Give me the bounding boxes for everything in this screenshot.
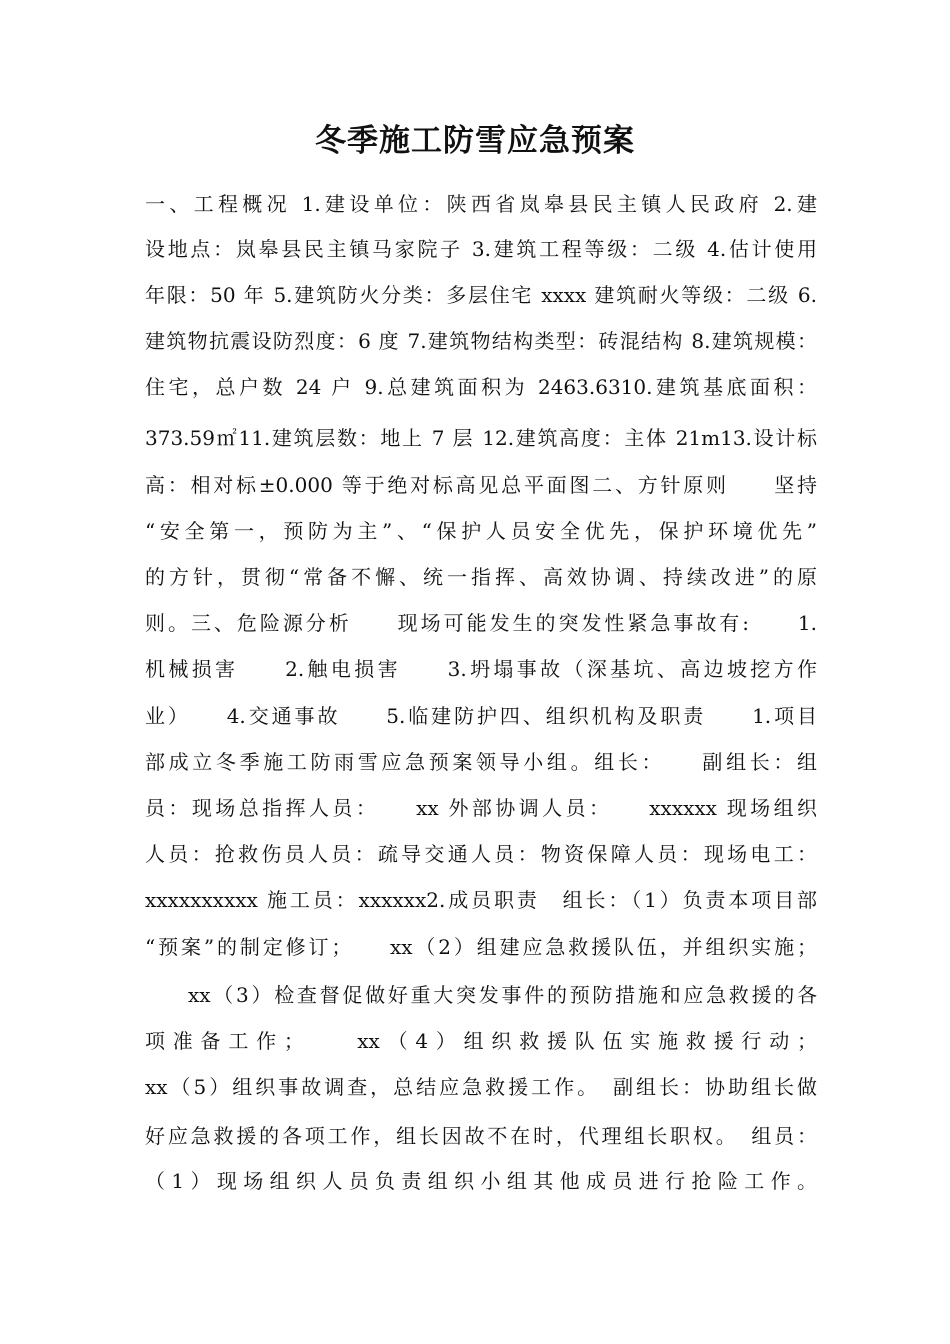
body-line: 项准备工作； xx（4）组织救援队伍实施救援行动； [145, 1029, 817, 1053]
body-line: 则。三、危险源分析 现场可能发生的突发性紧急事故有: 1. [145, 611, 817, 635]
body-line: 员：现场总指挥人员： xx 外部协调人员： xxxxxx 现场组织 [145, 796, 817, 820]
body-line: 373.59㎡11.建筑层数：地上 7 层 12.建筑高度：主体 21m13.设计标 [145, 426, 817, 450]
body-line: xxxxxxxxxx 施工员：xxxxxx2.成员职责 组长：（1）负责本项目部 [145, 888, 817, 912]
body-line: “安全第一，预防为主”、“保护人员安全优先，保护环境优先” [145, 519, 817, 543]
document-title: 冬季施工防雪应急预案 [315, 123, 635, 159]
body-line: 一、工程概况 1.建设单位：陕西省岚皋县民主镇人民政府 2.建 [145, 192, 817, 216]
body-line: 业） 4.交通事故 5.临建防护四、组织机构及职责 1.项目 [145, 704, 817, 728]
body-line: 人员：抢救伤员人员：疏导交通人员：物资保障人员：现场电工： [145, 842, 817, 866]
body-line: 的方针，贯彻“常备不懈、统一指挥、高效协调、持续改进”的原 [145, 565, 817, 589]
body-line: xx（3）检查督促做好重大突发事件的预防措施和应急救援的各 [188, 983, 817, 1007]
body-line: 设地点：岚皋县民主镇马家院子 3.建筑工程等级：二级 4.估计使用 [145, 237, 817, 261]
body-line: 部成立冬季施工防雨雪应急预案领导小组。组长： 副组长：组 [145, 750, 817, 774]
body-line: 建筑物抗震设防烈度：6 度 7.建筑物结构类型：砖混结构 8.建筑规模： [145, 329, 817, 353]
body-line: 好应急救援的各项工作，组长因故不在时，代理组长职权。 组员： [145, 1124, 817, 1148]
body-line: “预案”的制定修订； xx（2）组建应急救援队伍，并组织实施； [145, 935, 817, 959]
body-line: 住宅，总户数 24 户 9.总建筑面积为 2463.6310.建筑基底面积： [145, 375, 817, 399]
body-line: （1）现场组织人员负责组织小组其他成员进行抢险工作。 [145, 1169, 817, 1193]
body-line: 机械损害 2.触电损害 3.坍塌事故（深基坑、高边坡挖方作 [145, 657, 817, 681]
body-line: xx（5）组织事故调查，总结应急救援工作。 副组长：协助组长做 [145, 1075, 817, 1099]
body-line: 高：相对标±0.000 等于绝对标高见总平面图二、方针原则 坚持 [145, 473, 817, 497]
body-line: 年限：50 年 5.建筑防火分类：多层住宅 xxxx 建筑耐火等级：二级 6. [145, 283, 817, 307]
